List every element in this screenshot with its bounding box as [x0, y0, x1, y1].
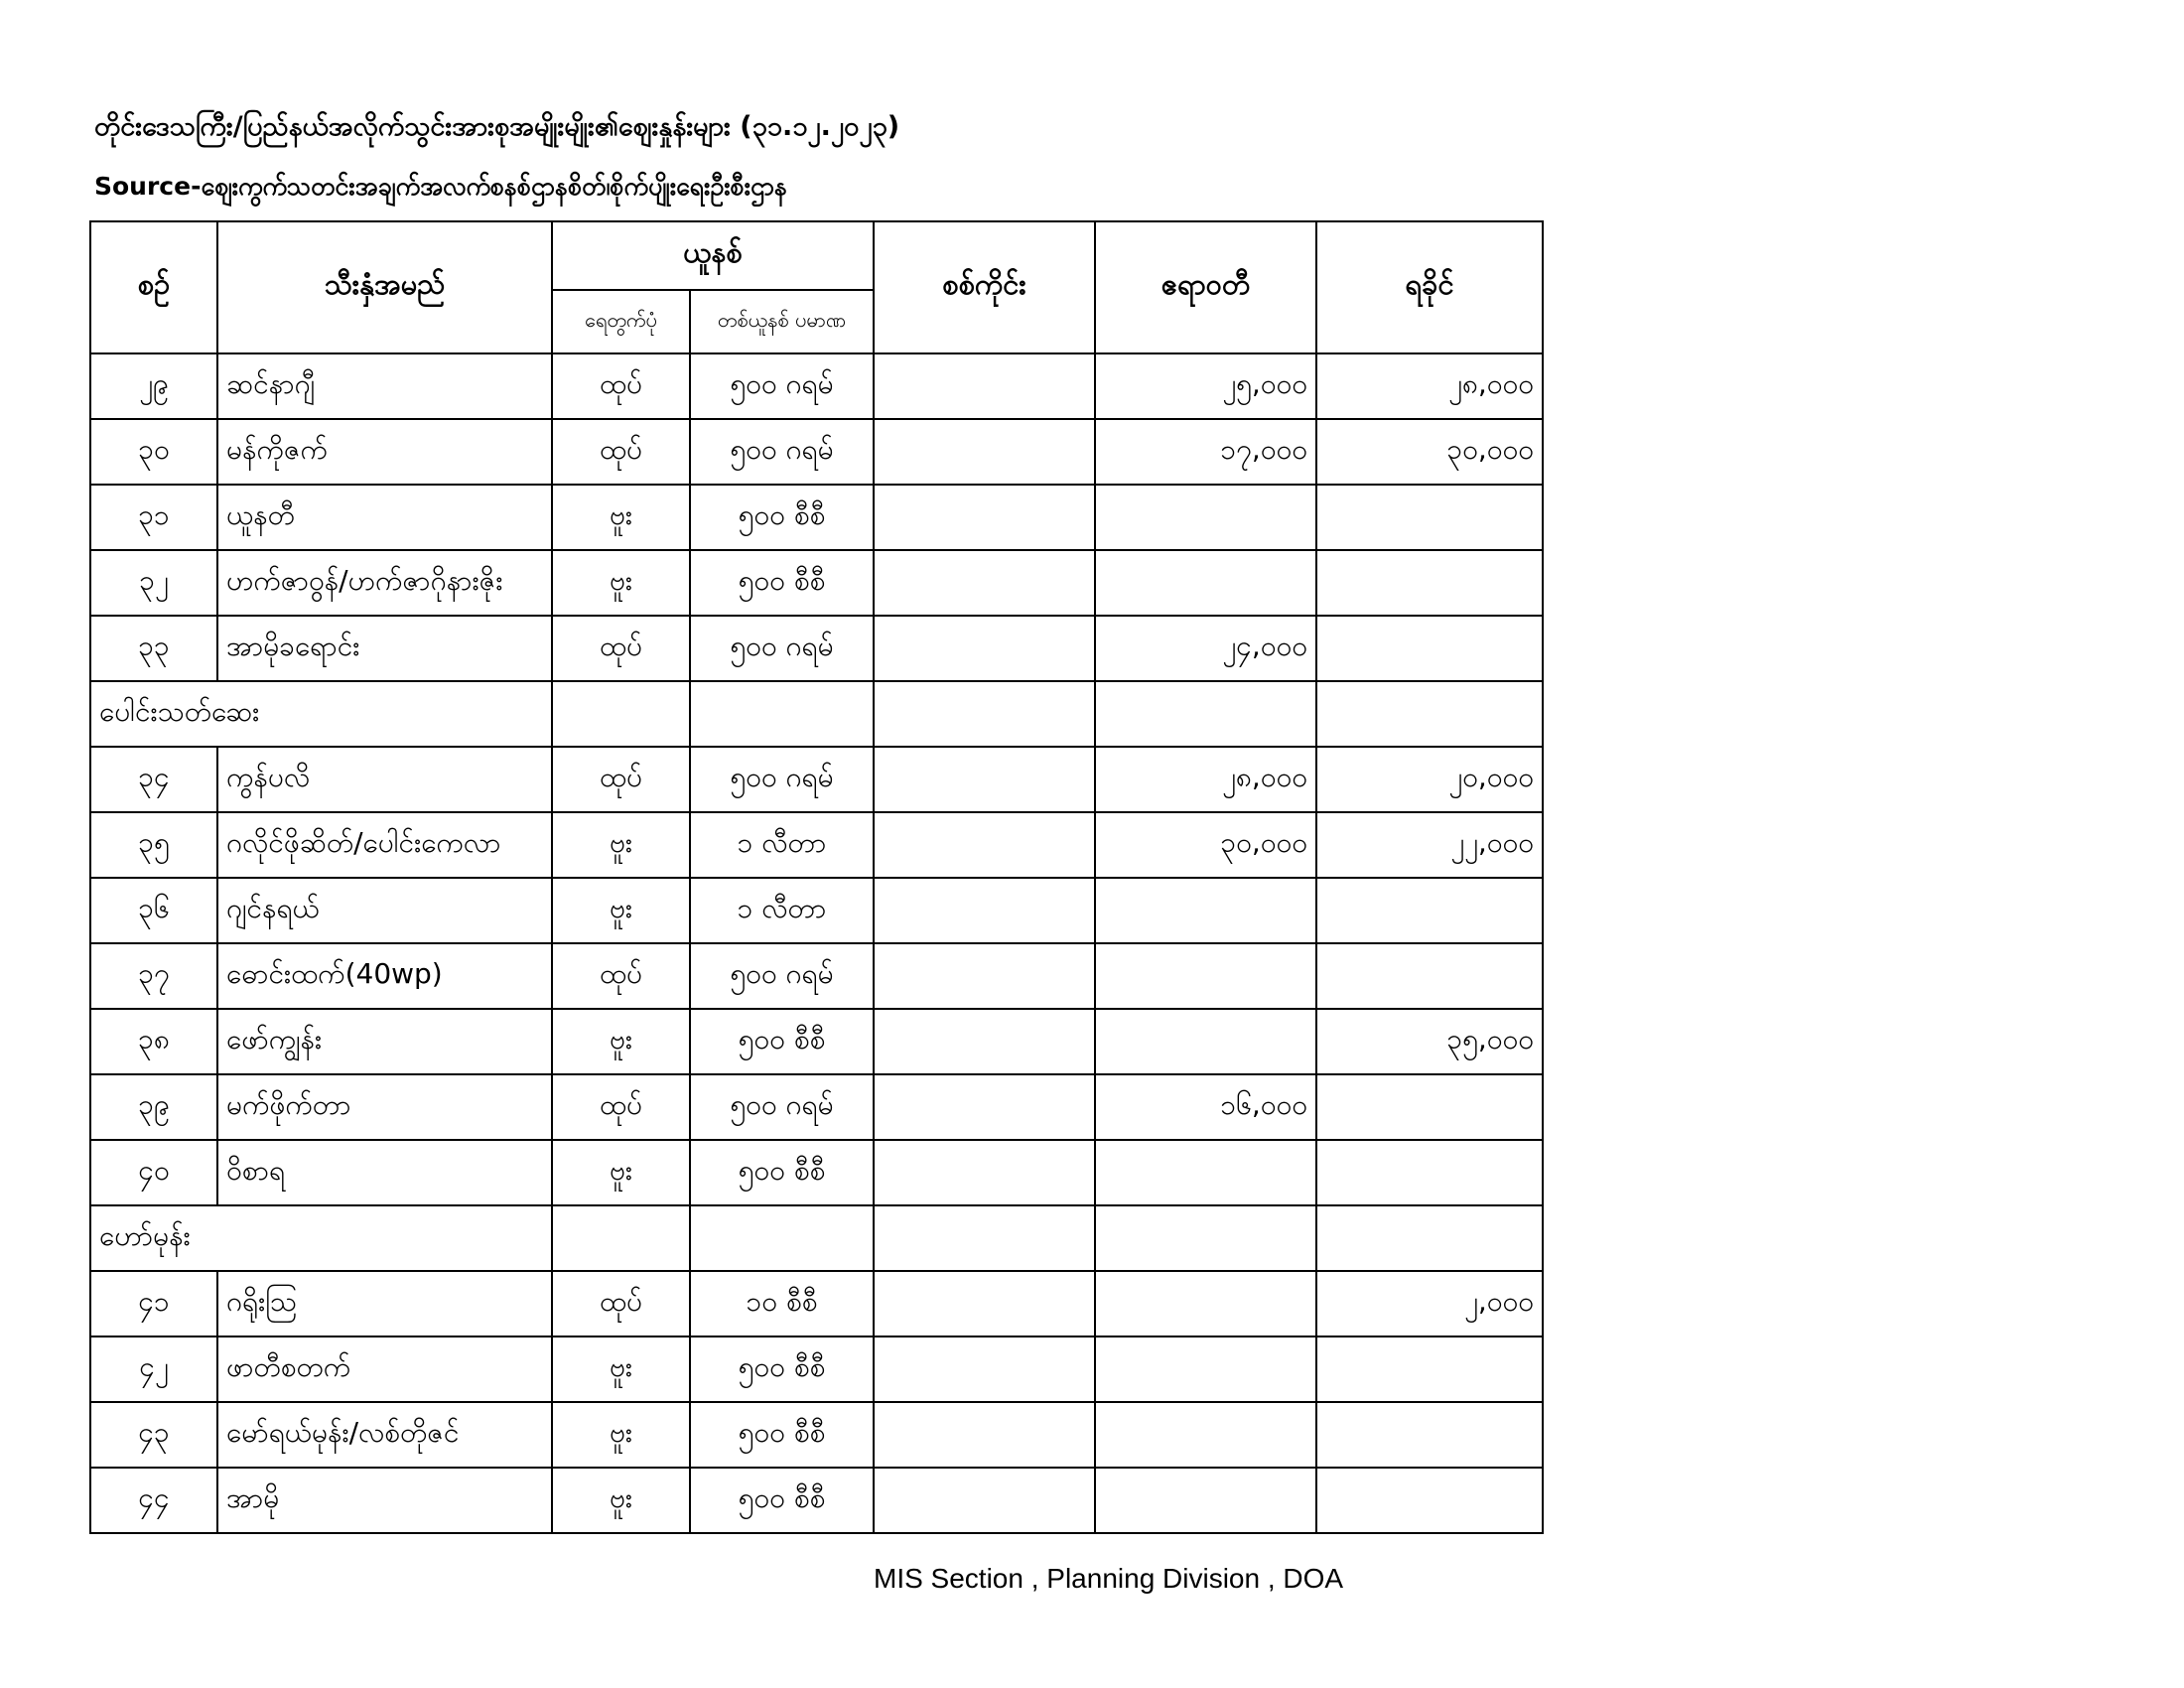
cell-ayeyarwady: ၂၄,၀၀၀: [1095, 616, 1316, 681]
cell-no: ၃၃: [90, 616, 217, 681]
cell-sagaing: [874, 1468, 1095, 1533]
cell-ayeyarwady: [1095, 878, 1316, 943]
table-row: [90, 616, 1543, 681]
section-row: [90, 1205, 1543, 1271]
cell-name: အာမိုခရောင်း: [217, 616, 552, 681]
cell-no: ၄၄: [90, 1468, 217, 1533]
empty-cell: [1316, 681, 1543, 747]
cell-unit-type: ဗူး: [552, 1140, 690, 1205]
cell-rakhine: ၂,၀၀၀: [1316, 1271, 1543, 1336]
cell-name: ဂလိုင်ဖိုဆိတ်/ပေါင်းကေလာ: [217, 812, 552, 878]
price-table: [89, 220, 1544, 1534]
cell-unit-type: ထုပ်: [552, 419, 690, 485]
cell-unit-type: ထုပ်: [552, 1074, 690, 1140]
cell-sagaing: [874, 1336, 1095, 1402]
cell-rakhine: [1316, 1074, 1543, 1140]
cell-sagaing: [874, 1140, 1095, 1205]
cell-unit-qty: ၁ လီတာ: [690, 878, 874, 943]
header-sagaing: စစ်ကိုင်း: [874, 221, 1095, 353]
table-row: [90, 1336, 1543, 1402]
cell-unit-qty: ၅၀၀ ဂရမ်: [690, 353, 874, 419]
cell-ayeyarwady: ၂၅,၀၀၀: [1095, 353, 1316, 419]
cell-unit-type: ထုပ်: [552, 616, 690, 681]
cell-rakhine: [1316, 1140, 1543, 1205]
cell-sagaing: [874, 878, 1095, 943]
cell-rakhine: [1316, 878, 1543, 943]
empty-cell: [690, 1205, 874, 1271]
cell-name: အာမို: [217, 1468, 552, 1533]
cell-name: ဖာတီစတက်: [217, 1336, 552, 1402]
cell-unit-qty: ၅၀၀ စီစီ: [690, 550, 874, 616]
cell-ayeyarwady: [1095, 1009, 1316, 1074]
cell-unit-qty: ၅၀၀ စီစီ: [690, 1468, 874, 1533]
cell-rakhine: [1316, 616, 1543, 681]
empty-cell: [874, 681, 1095, 747]
table-row: [90, 485, 1543, 550]
cell-unit-type: ဗူး: [552, 1009, 690, 1074]
cell-ayeyarwady: ၁၇,၀၀၀: [1095, 419, 1316, 485]
cell-name: ဟက်ဇာဝွန်/ဟက်ဇာဂိုနားဇိုး: [217, 550, 552, 616]
cell-unit-qty: ၅၀၀ စီစီ: [690, 485, 874, 550]
table-row: [90, 550, 1543, 616]
header-name: သီးနှံအမည်: [217, 221, 552, 353]
empty-cell: [552, 681, 690, 747]
cell-no: ၄၀: [90, 1140, 217, 1205]
cell-unit-qty: ၅၀၀ စီစီ: [690, 1009, 874, 1074]
cell-unit-type: ထုပ်: [552, 353, 690, 419]
cell-no: ၃၆: [90, 878, 217, 943]
cell-sagaing: [874, 353, 1095, 419]
cell-name: ဂျင်နရယ်: [217, 878, 552, 943]
cell-no: ၃၉: [90, 1074, 217, 1140]
header-unit-qty: တစ်ယူနစ် ပမာဏ: [690, 290, 874, 353]
table-row: [90, 878, 1543, 943]
table-row: [90, 943, 1543, 1009]
cell-sagaing: [874, 1271, 1095, 1336]
cell-ayeyarwady: ၁၆,၀၀၀: [1095, 1074, 1316, 1140]
cell-sagaing: [874, 1402, 1095, 1468]
cell-ayeyarwady: [1095, 1402, 1316, 1468]
cell-no: ၃၂: [90, 550, 217, 616]
cell-unit-type: ဗူး: [552, 812, 690, 878]
cell-unit-qty: ၅၀၀ ဂရမ်: [690, 943, 874, 1009]
cell-name: မက်ဖိုက်တာ: [217, 1074, 552, 1140]
cell-sagaing: [874, 1074, 1095, 1140]
cell-unit-type: ဗူး: [552, 1468, 690, 1533]
cell-rakhine: [1316, 1468, 1543, 1533]
cell-rakhine: [1316, 943, 1543, 1009]
empty-cell: [1316, 1205, 1543, 1271]
cell-ayeyarwady: [1095, 1336, 1316, 1402]
footer-note: MIS Section , Planning Division , DOA: [874, 1563, 1344, 1594]
source-line: Source-ဈေးကွက်သတင်းအချက်အလက်စနစ်ဌာနစိတ်၊စိုက်ပျိုးရေးဦးစီးဌာန: [94, 172, 788, 201]
table-row: [90, 1402, 1543, 1468]
cell-no: ၄၂: [90, 1336, 217, 1402]
cell-unit-qty: ၁၀ စီစီ: [690, 1271, 874, 1336]
cell-ayeyarwady: [1095, 1271, 1316, 1336]
cell-unit-type: ထုပ်: [552, 943, 690, 1009]
cell-name: မော်ရယ်မုန်း/လစ်တိုဇင်: [217, 1402, 552, 1468]
cell-no: ၃၀: [90, 419, 217, 485]
cell-no: ၃၇: [90, 943, 217, 1009]
empty-cell: [874, 1205, 1095, 1271]
table-row: [90, 1009, 1543, 1074]
cell-sagaing: [874, 419, 1095, 485]
table-row: [90, 1074, 1543, 1140]
cell-name: ဝိစာရ: [217, 1140, 552, 1205]
header-no: စဉ်: [90, 221, 217, 353]
cell-unit-qty: ၅၀၀ စီစီ: [690, 1336, 874, 1402]
section-label: ပေါင်းသတ်ဆေး: [90, 681, 552, 747]
cell-unit-qty: ၅၀၀ ဂရမ်: [690, 616, 874, 681]
cell-sagaing: [874, 550, 1095, 616]
table-row: [90, 353, 1543, 419]
cell-ayeyarwady: [1095, 1140, 1316, 1205]
cell-unit-type: ထုပ်: [552, 1271, 690, 1336]
section-row: [90, 681, 1543, 747]
cell-name: ကွန်ပလိ: [217, 747, 552, 812]
header-unit: ယူနစ်: [552, 221, 874, 290]
cell-rakhine: ၂၈,၀၀၀: [1316, 353, 1543, 419]
cell-name: ဆင်နာဂျီ: [217, 353, 552, 419]
cell-unit-type: ထုပ်: [552, 747, 690, 812]
cell-ayeyarwady: [1095, 1468, 1316, 1533]
cell-sagaing: [874, 943, 1095, 1009]
cell-ayeyarwady: ၃၀,၀၀၀: [1095, 812, 1316, 878]
cell-name: ဂရိုးသြ: [217, 1271, 552, 1336]
header-rakhine: ရခိုင်: [1316, 221, 1543, 353]
table-row: [90, 419, 1543, 485]
cell-unit-type: ဗူး: [552, 1336, 690, 1402]
cell-unit-type: ဗူး: [552, 550, 690, 616]
cell-name: ယူနတီ: [217, 485, 552, 550]
cell-rakhine: ၃၀,၀၀၀: [1316, 419, 1543, 485]
cell-ayeyarwady: ၂၈,၀၀၀: [1095, 747, 1316, 812]
cell-sagaing: [874, 485, 1095, 550]
cell-unit-qty: ၁ လီတာ: [690, 812, 874, 878]
cell-unit-qty: ၅၀၀ ဂရမ်: [690, 1074, 874, 1140]
header-ayeyarwady: ဧရာဝတီ: [1095, 221, 1316, 353]
cell-no: ၃၅: [90, 812, 217, 878]
cell-no: ၃၁: [90, 485, 217, 550]
table-row: [90, 747, 1543, 812]
cell-no: ၄၃: [90, 1402, 217, 1468]
empty-cell: [690, 681, 874, 747]
cell-name: မန်ကိုဇက်: [217, 419, 552, 485]
cell-unit-type: ဗူး: [552, 485, 690, 550]
cell-rakhine: [1316, 485, 1543, 550]
cell-rakhine: [1316, 550, 1543, 616]
cell-rakhine: [1316, 1402, 1543, 1468]
cell-no: ၃၄: [90, 747, 217, 812]
table-row: [90, 1271, 1543, 1336]
cell-no: ၂၉: [90, 353, 217, 419]
cell-no: ၄၁: [90, 1271, 217, 1336]
cell-sagaing: [874, 1009, 1095, 1074]
section-label: ဟော်မုန်း: [90, 1205, 552, 1271]
cell-ayeyarwady: [1095, 485, 1316, 550]
cell-rakhine: ၂၀,၀၀၀: [1316, 747, 1543, 812]
cell-sagaing: [874, 616, 1095, 681]
cell-sagaing: [874, 812, 1095, 878]
empty-cell: [1095, 1205, 1316, 1271]
table-body: [90, 353, 1543, 1533]
cell-unit-qty: ၅၀၀ စီစီ: [690, 1140, 874, 1205]
cell-rakhine: ၃၅,၀၀၀: [1316, 1009, 1543, 1074]
empty-cell: [552, 1205, 690, 1271]
cell-unit-type: ဗူး: [552, 878, 690, 943]
cell-ayeyarwady: [1095, 550, 1316, 616]
cell-rakhine: [1316, 1336, 1543, 1402]
cell-name: ဖော်ကျွန်း: [217, 1009, 552, 1074]
header-unit-type: ရေတွက်ပုံ: [552, 290, 690, 353]
cell-rakhine: ၂၂,၀၀၀: [1316, 812, 1543, 878]
table-row: [90, 1468, 1543, 1533]
cell-unit-qty: ၅၀၀ စီစီ: [690, 1402, 874, 1468]
page-title: တိုင်းဒေသကြီး/ပြည်နယ်အလိုက်သွင်းအားစုအမျိုးမျိုး၏ဈေးနှုန်းများ (၃၁.၁၂.၂၀၂၃): [94, 111, 900, 142]
cell-unit-qty: ၅၀၀ ဂရမ်: [690, 419, 874, 485]
table-row: [90, 812, 1543, 878]
empty-cell: [1095, 681, 1316, 747]
cell-unit-qty: ၅၀၀ ဂရမ်: [690, 747, 874, 812]
cell-unit-type: ဗူး: [552, 1402, 690, 1468]
cell-ayeyarwady: [1095, 943, 1316, 1009]
table-row: [90, 1140, 1543, 1205]
cell-name: ဓောင်းထက်(40wp): [217, 943, 552, 1009]
cell-no: ၃၈: [90, 1009, 217, 1074]
cell-sagaing: [874, 747, 1095, 812]
